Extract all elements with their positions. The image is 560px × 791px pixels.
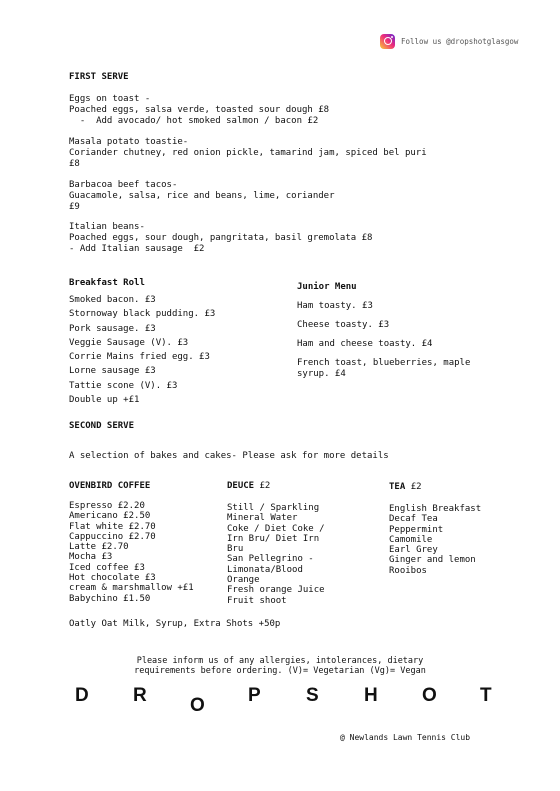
- club-credit: @ Newlands Lawn Tennis Club: [340, 733, 471, 742]
- list-item: Tattie scone (V). £3: [69, 380, 178, 391]
- tea-header: [389, 482, 422, 493]
- list-item: Fresh orange Juice: [227, 585, 325, 596]
- dropshot-logo: [70, 685, 500, 720]
- item-name: Barbacoa beef tacos-: [69, 180, 178, 190]
- first-serve-item-eggs: [69, 94, 329, 127]
- list-item: Smoked bacon. £3: [69, 295, 156, 305]
- item-name: Eggs on toast -: [69, 94, 151, 104]
- coffee-title: OVENBIRD COFFEE: [69, 481, 151, 491]
- list-item: Corrie Mains fried egg. £3: [69, 352, 210, 363]
- list-item: Bru: [227, 544, 244, 555]
- logo-letter: T: [480, 685, 492, 706]
- coffee-extras: Oatly Oat Milk, Syrup, Extra Shots +50p: [69, 619, 281, 629]
- list-item: San Pellegrino -: [227, 554, 314, 565]
- list-item: Iced coffee £3: [69, 562, 145, 573]
- list-item: Mocha £3: [69, 552, 113, 563]
- list-item: Latte £2.70: [69, 542, 129, 553]
- second-serve-title: SECOND SERVE: [69, 421, 135, 431]
- item-name: Masala potato toastie-: [69, 137, 189, 147]
- logo-letter: D: [75, 685, 89, 706]
- list-item: Limonata/Blood: [227, 564, 303, 575]
- notice-line: requirements before ordering. (V)= Vegetarian (Vg)= Vegan: [134, 666, 426, 676]
- junior-item-line: syrup. £4: [297, 369, 346, 379]
- tea-title: TEA: [389, 482, 406, 492]
- instagram-follow[interactable]: [380, 33, 518, 49]
- logo-letter: H: [364, 685, 378, 706]
- list-item: Flat white £2.70: [69, 521, 156, 532]
- deuce-header: [227, 481, 270, 492]
- list-item: Peppermint: [389, 524, 444, 535]
- logo-letter: R: [133, 685, 147, 706]
- item-addon: - Add Italian sausage £2: [69, 244, 205, 254]
- deuce-title: DEUCE: [227, 481, 255, 491]
- item-desc: Guacamole, salsa, rice and beans, lime, coriander: [69, 191, 335, 201]
- list-item: Stornoway black pudding. £3: [69, 309, 216, 320]
- breakfast-roll-list: [69, 293, 215, 407]
- breakfast-roll-title: Breakfast Roll: [69, 278, 145, 288]
- list-item: Mineral Water: [227, 513, 298, 524]
- instagram-icon: [380, 34, 395, 49]
- allergy-notice: [120, 656, 440, 676]
- list-item: Camomile: [389, 534, 433, 545]
- list-item: cream & marshmallow +£1: [69, 583, 194, 594]
- list-item: Veggie Sausage (V). £3: [69, 337, 189, 348]
- junior-item-line: French toast, blueberries, maple: [297, 358, 471, 368]
- first-serve-item-tacos: [69, 180, 335, 213]
- junior-item: Ham toasty. £3: [297, 301, 373, 311]
- first-serve-item-masala: [69, 137, 427, 170]
- tea-price: £2: [410, 482, 422, 492]
- junior-item: [297, 358, 470, 380]
- deuce-price: £2: [259, 481, 271, 491]
- first-serve-title: FIRST SERVE: [69, 72, 129, 82]
- coffee-list: [69, 501, 194, 604]
- list-item: English Breakfast: [389, 504, 482, 514]
- logo-letter: P: [248, 685, 261, 706]
- item-name: Italian beans-: [69, 222, 145, 232]
- junior-menu-title: Junior Menu: [297, 282, 357, 292]
- deuce-list: [227, 503, 325, 606]
- item-price: £8: [69, 159, 80, 169]
- list-item: Orange: [227, 575, 260, 586]
- notice-line: Please inform us of any allergies, intolerances, dietary: [136, 656, 424, 666]
- junior-item: Ham and cheese toasty. £4: [297, 339, 433, 349]
- list-item: Irn Bru/ Diet Irn: [227, 533, 320, 544]
- second-serve-text: A selection of bakes and cakes- Please ask for more details: [69, 451, 389, 461]
- list-item: Decaf Tea: [389, 514, 438, 525]
- logo-letter: S: [306, 685, 319, 706]
- list-item: Lorne sausage £3: [69, 366, 156, 377]
- logo-letter: O: [190, 695, 205, 716]
- list-item: Fruit shoot: [227, 595, 287, 606]
- list-item: Still / Sparkling: [227, 503, 320, 513]
- junior-item: Cheese toasty. £3: [297, 320, 390, 330]
- follow-text: Follow us @dropshotglasgow: [401, 36, 519, 46]
- list-item: Pork sausage. £3: [69, 323, 156, 334]
- list-item: Americano £2.50: [69, 511, 151, 522]
- list-item: Hot chocolate £3: [69, 573, 156, 584]
- first-serve-item-beans: [69, 222, 372, 255]
- tea-list: [389, 504, 481, 576]
- list-item: Ginger and lemon: [389, 555, 476, 566]
- list-item: Earl Grey: [389, 545, 438, 556]
- logo-letter: O: [422, 685, 437, 706]
- list-item: Double up +£1: [69, 395, 140, 406]
- list-item: Babychino £1.50: [69, 593, 151, 604]
- item-price: £9: [69, 202, 80, 212]
- item-addon: - Add avocado/ hot smoked salmon / bacon £2: [69, 116, 319, 126]
- list-item: Coke / Diet Coke /: [227, 523, 325, 534]
- list-item: Rooibos: [389, 565, 427, 576]
- list-item: Espresso £2.20: [69, 501, 145, 511]
- item-desc: Poached eggs, salsa verde, toasted sour dough £8: [69, 105, 330, 115]
- list-item: Cappuccino £2.70: [69, 531, 156, 542]
- item-desc: Poached eggs, sour dough, pangritata, basil gremolata £8: [69, 233, 373, 243]
- item-desc: Coriander chutney, red onion pickle, tamarind jam, spiced bel puri: [69, 148, 427, 158]
